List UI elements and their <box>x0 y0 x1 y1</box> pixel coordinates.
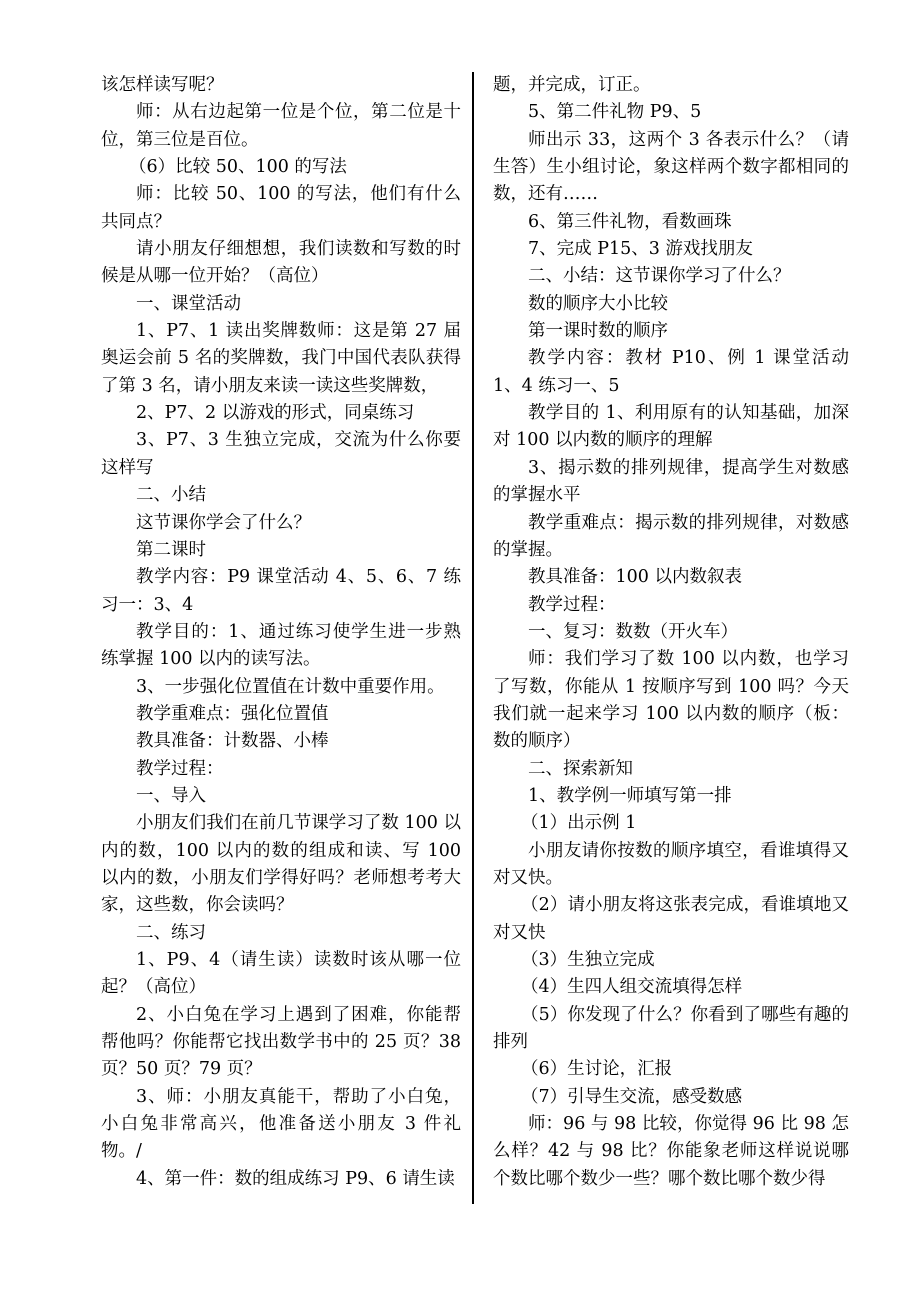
paragraph: 教具准备：计数器、小棒 <box>136 731 329 752</box>
paragraph: 师：96 与 98 比较，你觉得 96 比 98 怎么样？42 与 98 比？你能象老师这样说说哪个数比哪个数少一些？哪个数比哪个数少得 <box>493 1114 849 1189</box>
paragraph: 一、课堂活动 <box>136 293 241 314</box>
paragraph: 1、P7、1 读出奖牌数师：这是第 27 届奥运会前 5 名的奖牌数，我门中国代表队获得了第 3 名，请小朋友来读一读这些奖牌数， <box>101 321 461 396</box>
paragraph: 3、师：小朋友真能干，帮助了小白兔，小白兔非常高兴，他准备送小朋友 3 件礼物。/ <box>101 1086 461 1162</box>
paragraph: （5）你发现了什么？你看到了哪些有趣的排列 <box>493 1004 849 1053</box>
paragraph: 1、P9、4（请生读）读数时该从哪一位起？（高位） <box>101 950 461 998</box>
left-column <box>101 72 461 1193</box>
paragraph: 2、P7、2 以游戏的形式，同桌练习 <box>136 403 415 424</box>
paragraph: 3、P7、3 生独立完成，交流为什么你要这样写 <box>101 430 461 478</box>
paragraph: 师：我们学习了数 100 以内数，也学习了写数，你能从 1 按顺序写到 100 吗？今天我们就一起来学习 100 以内数的顺序（板：数的顺序） <box>493 649 849 752</box>
paragraph: 二、练习 <box>136 922 206 943</box>
paragraph: 二、探索新知 <box>528 758 633 779</box>
paragraph: 二、小结：这节课你学习了什么？ <box>528 266 791 287</box>
paragraph: 教学过程： <box>136 758 224 779</box>
paragraph: 6、第三件礼物，看数画珠 <box>528 211 732 232</box>
paragraph: 题，并完成，订正。 <box>493 75 651 95</box>
paragraph: 师：比较 50、100 的写法，他们有什么共同点？ <box>101 184 461 232</box>
paragraph: 2、小白兔在学习上遇到了困难，你能帮帮他吗？你能帮它找出数学书中的 25 页？38 页？50 页？79 页？ <box>101 1004 461 1080</box>
paragraph: 教学内容：P9 课堂活动 4、5、6、7 练习一：3、4 <box>101 567 461 615</box>
paragraph: 教学目的 1、利用原有的认知基础，加深对 100 以内数的顺序的理解 <box>493 403 849 451</box>
paragraph: 5、第二件礼物 P9、5 <box>528 102 702 123</box>
paragraph: 数的顺序大小比较 <box>528 293 668 314</box>
paragraph: 请小朋友仔细想想，我们读数和写数的时候是从哪一位开始？（高位） <box>101 239 461 287</box>
paragraph: 一、导入 <box>136 785 206 806</box>
paragraph: （2）请小朋友将这张表完成，看谁填地又对又快 <box>493 895 849 943</box>
paragraph: 小朋友们我们在前几节课学习了数 100 以内的数，100 以内的数的组成和读、写 100 以内的数，小朋友们学得好吗？老师想考考大家，这些数，你会读吗？ <box>101 813 461 916</box>
paragraph: 这节课你学会了什么？ <box>136 512 311 533</box>
paragraph: 师：从右边起第一位是个位，第二位是十位，第三位是百位。 <box>101 102 461 150</box>
paragraph: （7）引导生交流，感受数感 <box>521 1086 743 1107</box>
paragraph: 教学过程： <box>528 594 616 615</box>
paragraph: 1、教学例一师填写第一排 <box>528 785 732 806</box>
paragraph: 7、完成 P15、3 游戏找朋友 <box>528 239 753 260</box>
paragraph: 该怎样读写呢？ <box>101 75 224 95</box>
column-divider <box>472 72 474 1204</box>
paragraph: 教学内容：教材 P10、例 1 课堂活动 1、4 练习一、5 <box>493 348 849 396</box>
right-column <box>493 72 849 1193</box>
paragraph: 教具准备：100 以内数叙表 <box>528 567 742 588</box>
paragraph: 小朋友请你按数的顺序填空，看谁填得又对又快。 <box>493 840 849 888</box>
paragraph: （3）生独立完成 <box>521 950 655 970</box>
paragraph: 教学重难点：强化位置值 <box>136 703 329 724</box>
paragraph: 3、揭示数的排列规律，提高学生对数感的掌握水平 <box>493 457 849 506</box>
paragraph: 第二课时 <box>136 539 206 560</box>
paragraph: 第一课时数的顺序 <box>528 321 668 342</box>
paragraph: 师出示 33，这两个 3 各表示什么？（请生答）生小组讨论，象这样两个数字都相同的数，还有…… <box>493 129 849 205</box>
paragraph: 4、第一件：数的组成练习 P9、6 请生读 <box>136 1168 455 1189</box>
paragraph: （4）生四人组交流填得怎样 <box>521 977 743 998</box>
paragraph: （6）比较 50、100 的写法 <box>129 157 347 178</box>
paragraph: （6）生讨论，汇报 <box>521 1059 673 1080</box>
paragraph: 教学目的：1、通过练习使学生进一步熟练掌握 100 以内的读写法。 <box>101 621 461 670</box>
paragraph: （1）出示例 1 <box>521 813 637 834</box>
paragraph: 3、一步强化位置值在计数中重要作用。 <box>136 676 445 697</box>
paragraph: 一、复习：数数（开火车） <box>528 621 738 642</box>
paragraph: 二、小结 <box>136 485 206 506</box>
paragraph: 教学重难点：揭示数的排列规律，对数感的掌握。 <box>493 512 849 560</box>
